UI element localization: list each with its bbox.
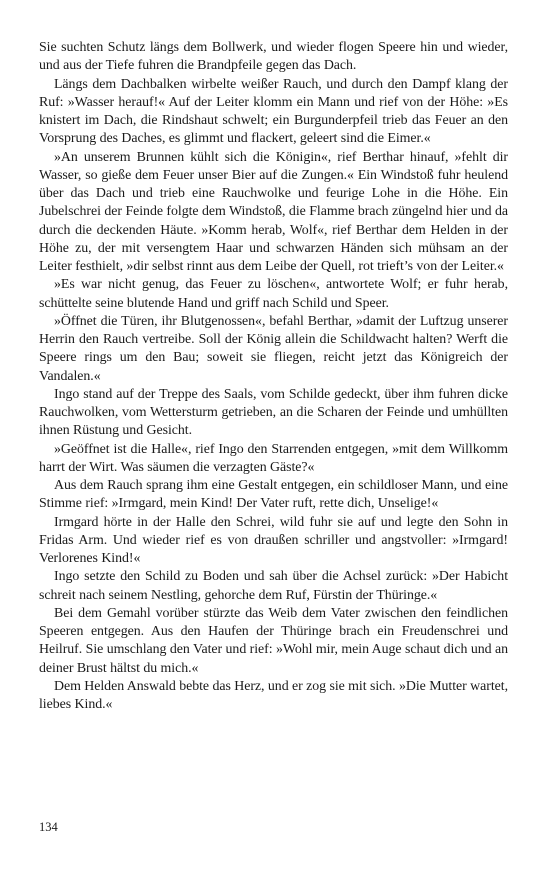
paragraph: Ingo setzte den Schild zu Boden und sah über die Achsel zurück: »Der Habicht schreit nach seinem Nestling, gehorche dem Ruf, Fürstin der Thüringe.« [39, 569, 508, 603]
paragraph: »Es war nicht genug, das Feuer zu löschen«, antwortete Wolf; er fuhr herab, schüttelte seine blutende Hand und griff nach Schild und Speer. [39, 277, 508, 311]
paragraph: Ingo stand auf der Treppe des Saals, vom Schilde gedeckt, über ihm fuhren dicke Rauchwolken, vom Wettersturm getrieben, an die Scharen der Feinde und umhüllten ihnen Rüstung und Gesicht. [39, 386, 508, 439]
paragraph: Bei dem Gemahl vorüber stürzte das Weib dem Vater zwischen den feindlichen Speeren entgegen. Aus den Haufen der Thüringe brach ein Freudenschrei und Heilruf. Sie umschlang den Vater und rief: »Wohl mir, mein Auge schaut dich und an deiner Brust hältst du mich.« [39, 605, 508, 676]
paragraph: Sie suchten Schutz längs dem Bollwerk, und wieder flogen Speere hin und wieder, und aus der Tiefe fuhren die Brandpfeile gegen das Dach. [39, 40, 508, 74]
paragraph: Längs dem Dachbalken wirbelte weißer Rauch, und durch den Dampf klang der Ruf: »Wasser herauf!« Auf der Leiter klomm ein Mann und rief von der Höhe: »Es knistert im Dach, die Rindshaut schwelt; ein Burgunderpfeil trieb das Feuer an den Vorsprung des Daches, es glimmt und flackert, geleert sind die Eimer.« [39, 76, 508, 147]
paragraph: Irmgard hörte in der Halle den Schrei, wild fuhr sie auf und legte den Sohn in Fridas Arm. Und wieder rief es von draußen schriller und angstvoller: »Irmgard! Verlorenes Kind!« [39, 514, 508, 566]
paragraph: »Geöffnet ist die Halle«, rief Ingo den Starrenden entgegen, »mit dem Willkomm harrt der Wirt. Was säumen die verzagten Gäste?« [39, 441, 508, 475]
page-number: 134 [39, 820, 58, 834]
page-body [39, 39, 508, 714]
paragraph: Aus dem Rauch sprang ihm eine Gestalt entgegen, ein schildloser Mann, und eine Stimme rief: »Irmgard, mein Kind! Der Vater ruft, rette dich, Unselige!« [39, 478, 508, 512]
paragraph: »An unserem Brunnen kühlt sich die Königin«, rief Berthar hinauf, »fehlt dir Wasser, so gieße dem Feuer unser Bier auf die Zungen.« Ein Windstoß fuhr heulend über das Dach und trieb eine Rauchwolke und feurige Lohe in die Höhe. Ein Jubelschrei der Feinde folgte dem Windstoß, die Flamme brach züngelnd hier und da durch die deckenden Häute. »Komm herab, Wolf«, rief Berthar dem Helden in der Höhe zu, der mit versengtem Haar und schwarzen Händen sich mühsam an der Leiter festhielt, »dir selbst rinnt aus dem Leibe der Quell, rot trieft’s von der Leiter.« [39, 149, 508, 274]
paragraph: »Öffnet die Türen, ihr Blutgenossen«, befahl Berthar, »damit der Luftzug unserer Herrin den Rauch vertreibe. Soll der König allein die Schildwacht halten? Werft die Speere rings um den Bau; soweit sie fliegen, reicht jetzt das Königreich der Vandalen.« [39, 313, 508, 384]
paragraph: Dem Helden Answald bebte das Herz, und er zog sie mit sich. »Die Mutter wartet, liebes Kind.« [39, 678, 508, 712]
